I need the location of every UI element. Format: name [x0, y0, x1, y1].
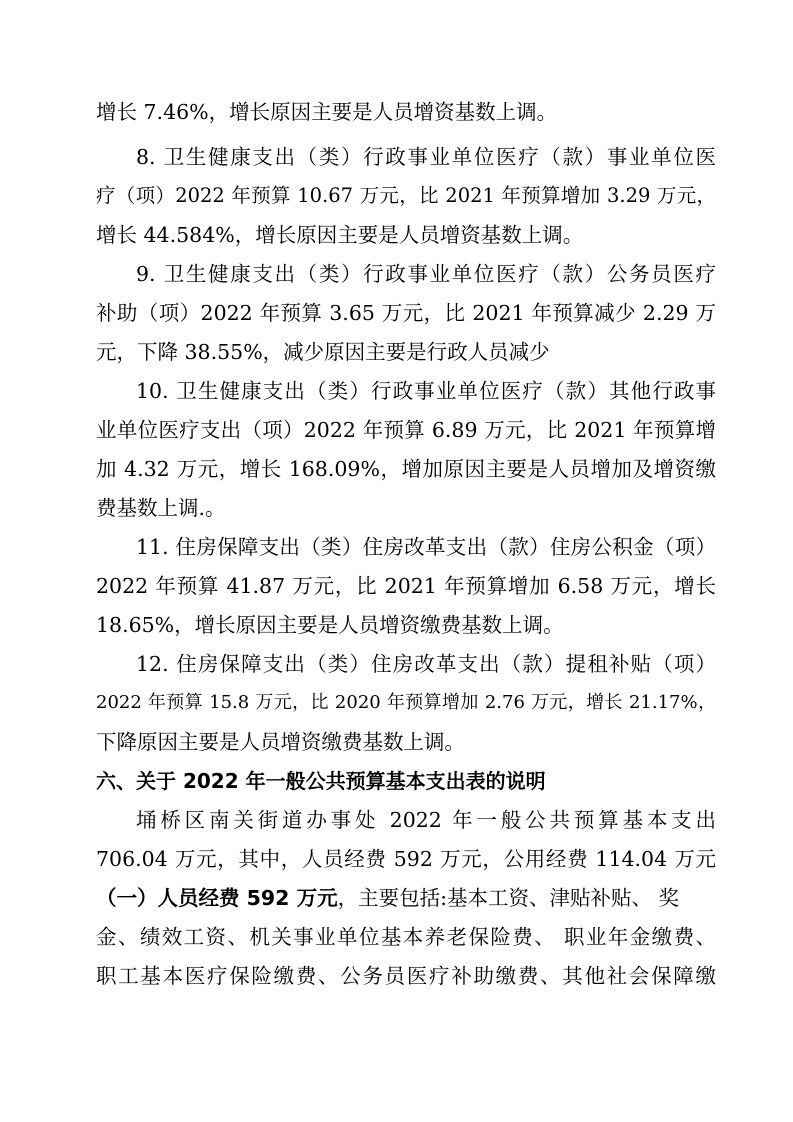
- subsection-label: （一）人员经费 592 万元: [96, 886, 338, 910]
- text-line: 下降原因主要是人员增资缴费基数上调。: [96, 730, 465, 754]
- text-segment: ，主要包括:基本工资、津贴补贴、 奖: [337, 886, 680, 910]
- text-line: 2022 年预算 41.87 万元，比 2021 年预算增加 6.58 万元，增长: [96, 574, 716, 598]
- text-line: 10. 卫生健康支出（类）行政事业单位医疗（款）其他行政事: [136, 379, 716, 403]
- text-line: 补助（项）2022 年预算 3.65 万元，比 2021 年预算减少 2.29 万: [96, 301, 716, 325]
- text-line: 8. 卫生健康支出（类）行政事业单位医疗（款）事业单位医: [136, 145, 716, 169]
- text-line: 埇桥区南关街道办事处 2022 年一般公共预算基本支出: [136, 808, 716, 832]
- text-line: 2022 年预算 15.8 万元，比 2020 年预算增加 2.76 万元，增长 21.17%，: [96, 692, 716, 713]
- text-line: 金、绩效工资、机关事业单位基本养老保险费、 职业年金缴费、: [96, 925, 716, 949]
- text-line: 疗（项）2022 年预算 10.67 万元，比 2021 年预算增加 3.29 万元，: [96, 184, 716, 207]
- text-line: 职工基本医疗保险缴费、公务员医疗补助缴费、其他社会保障缴: [96, 964, 716, 988]
- text-line: 11. 住房保障支出（类）住房改革支出（款）住房公积金（项）: [136, 535, 716, 559]
- text-line: 9. 卫生健康支出（类）行政事业单位医疗（款）公务员医疗: [136, 262, 716, 286]
- text-line: 费基数上调.。: [96, 496, 226, 520]
- text-line: 增长 44.584%，增长原因主要是人员增资基数上调。: [96, 223, 584, 247]
- text-line: 706.04 万元，其中，人员经费 592 万元，公用经费 114.04 万元: [96, 847, 716, 871]
- text-line: 元，下降 38.55%，减少原因主要是行政人员减少: [96, 340, 550, 364]
- text-line: 18.65%，增长原因主要是人员增资缴费基数上调。: [96, 613, 564, 637]
- section-heading: 六、关于 2022 年一般公共预算基本支出表的说明: [96, 769, 546, 793]
- text-line: 12. 住房保障支出（类）住房改革支出（款）提租补贴（项）: [136, 652, 716, 676]
- text-line: 增长 7.46%，增长原因主要是人员增资基数上调。: [96, 100, 558, 124]
- text-line: 加 4.32 万元，增长 168.09%，增加原因主要是人员增加及增资缴: [96, 457, 716, 481]
- text-line: 业单位医疗支出（项）2022 年预算 6.89 万元，比 2021 年预算增: [96, 418, 716, 442]
- text-line: [96, 884, 716, 912]
